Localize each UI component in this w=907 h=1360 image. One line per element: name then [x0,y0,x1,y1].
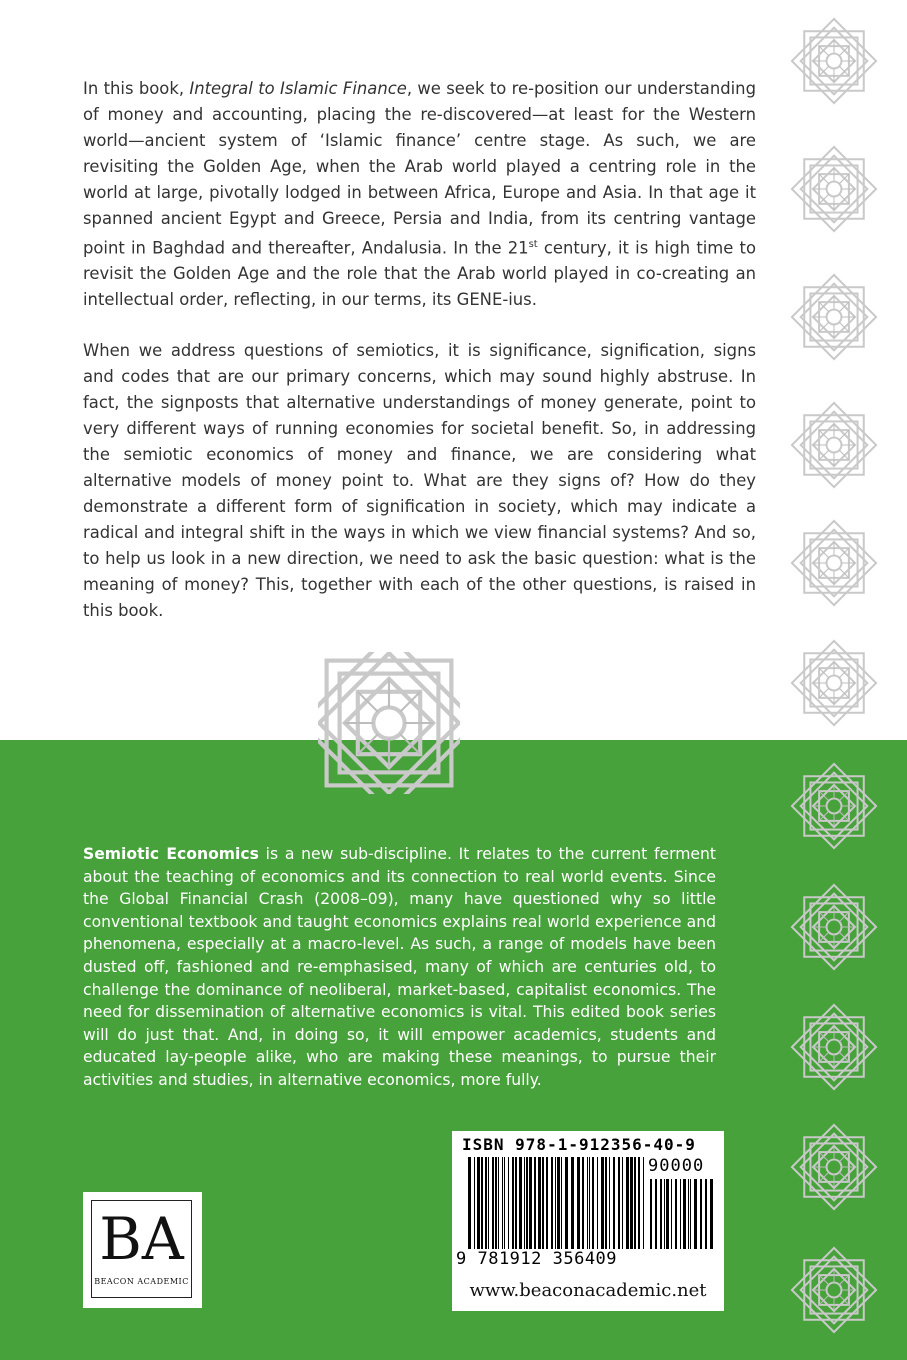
barcode-bar [613,1157,615,1249]
barcode-bar [571,1157,574,1249]
series-description [83,843,716,1092]
logo-publisher-name: BEACON ACADEMIC [94,1277,189,1286]
p1-text-d: -ius. [502,290,537,310]
barcode-bar [690,1179,691,1249]
barcode-bar [634,1157,636,1249]
barcode-digits: 9 781912 356409 [456,1249,618,1269]
p1-text-a: In this book, [83,79,190,98]
barcode-bar [515,1157,517,1249]
p1-text-c: century, it is high time to revisit the Golden Age and the role that the Arab world played in co-creating an intellectual order, reflecting, in our terms, its [83,238,756,310]
barcode-bar [655,1179,657,1249]
ean-barcode [468,1157,644,1249]
barcode-bar [671,1179,672,1249]
barcode-bar [609,1157,610,1249]
barcode-bar [618,1157,620,1249]
barcode-bar [474,1157,475,1249]
barcode-bar [561,1157,562,1249]
barcode-bar [542,1157,544,1249]
isbn-number: ISBN 978-1-912356-40-9 [462,1135,696,1154]
central-star-ornament-icon [318,652,460,794]
star-ornament-icon [792,521,876,605]
barcode-bar [660,1179,662,1249]
barcode-bar [626,1157,629,1249]
star-ornament-icon [792,147,876,231]
barcode-bar [601,1157,604,1249]
publisher-website: www.beaconacademic.net [469,1280,707,1301]
barcode-bar [502,1157,503,1249]
gene-emphasis: GENE [456,290,503,310]
series-text: is a new sub-discipline. It relates to the current ferment about the teaching of economics and its connection to real world events. Since the Global Financial Crash (2008–09), many have questioned why so little conventional textbook and taught economics explains real world experience and phenomena, especially at a macro-level. As such, a range of models have been dusted off, fashioned and re-emphasised, many of which are centuries old, to challenge the dominance of neoliberal, market-based, capitalist economics. The need for dissemination of alternative economics is vital. This edited book series will do just that. And, in doing so, it will empower academics, students and educated lay-people alike, who are making these meanings, to pursue their activities and studies, in alternative economics, more fully. [83,845,716,1089]
barcode-bar [638,1157,640,1249]
isbn-barcode-block [452,1131,724,1311]
star-ornament-icon [792,641,876,725]
barcode-bar [488,1157,489,1249]
star-ornament-icon [792,764,876,848]
p1-text-b: , we seek to re-position our understanding of money and accounting, placing the re-discovered—at least for the Western world—ancient system of ‘Islamic finance’ centre stage. As such, we are revisiting the Golden Age, when the Arab world played a centring role in the world at large, pivotally lodged in between Africa, Europe and Asia. In that age it spanned ancient Egypt and Greece, Persia and India, from its centring vantage point in Baghdad and thereafter, Andalusia. In the 21 [83,79,756,258]
barcode-bar [508,1157,509,1249]
barcode-bar [630,1157,633,1249]
barcode-bar [589,1157,590,1249]
star-ornament-icon [792,403,876,487]
barcode-bar [597,1157,598,1249]
barcode-bar [526,1157,528,1249]
book-title: Integral to Islamic Finance [189,79,407,98]
barcode-bar [688,1179,689,1249]
barcode-bar [643,1157,644,1249]
barcode-bar [477,1157,480,1249]
addon-barcode [650,1179,714,1249]
barcode-bar [675,1179,677,1249]
star-ornament-icon [792,275,876,359]
barcode-bar [587,1157,588,1249]
barcode-bar [495,1157,497,1249]
intro-paragraph-2: When we address questions of semiotics, it is significance, signification, signs and codes that are our primary concerns, which may sound highly abstruse. In fact, the signposts that alternative understandings of money generate, point to very different ways of running economies for societal benefit. So, in addressing the semiotic economics of money and finance, we are considering what alternative models of money point to. What are they signs of? How do they demonstrate a different form of signification in society, which may indicate a radical and integral shift in the ways in which we view financial systems? And so, to help us look in a new direction, we need to ask the basic question: what is the meaning of money? This, together with each of the other questions, is raised in this book. [83,341,756,620]
star-ornament-icon [792,1248,876,1332]
barcode-bar [512,1157,514,1249]
price-code: 90000 [648,1156,705,1176]
barcode-bar [666,1179,669,1249]
star-ornament-icon [792,19,876,103]
barcode-bar [683,1179,686,1249]
barcode-bar [534,1157,536,1249]
p1-superscript: st [528,239,538,250]
barcode-bar [481,1157,483,1249]
series-name: Semiotic Economics [83,845,259,863]
barcode-bar [680,1179,681,1249]
barcode-bar [605,1157,607,1249]
star-ornament-icon [792,885,876,969]
logo-monogram: BA [99,1205,184,1273]
barcode-bar [504,1157,505,1249]
barcode-bar [592,1157,594,1249]
ornament-rail [762,0,907,1360]
barcode-bar [524,1157,525,1249]
barcode-bar [557,1157,560,1249]
barcode-bar [664,1179,665,1249]
barcode-bar [700,1179,702,1249]
intro-paragraph-1 [83,76,756,313]
barcode-bar [622,1157,623,1249]
barcode-bar [555,1157,556,1249]
barcode-bar [538,1157,541,1249]
logo-frame [91,1200,192,1298]
star-ornament-icon [792,1005,876,1089]
barcode-bar [650,1179,652,1249]
barcode-bar [705,1179,707,1249]
barcode-bar [546,1157,548,1249]
barcode-bar [694,1179,697,1249]
barcode-bar [519,1157,522,1249]
barcode-bar [485,1157,487,1249]
barcode-bar [529,1157,532,1249]
barcode-bar [565,1157,568,1249]
barcode-bar [468,1157,471,1249]
barcode-bar [492,1157,494,1249]
publisher-logo [83,1192,202,1308]
barcode-bar [582,1157,584,1249]
barcode-bar [498,1157,499,1249]
star-ornament-icon [792,1125,876,1209]
barcode-bar [710,1179,713,1249]
barcode-bar [551,1157,553,1249]
barcode-bar [577,1157,580,1249]
